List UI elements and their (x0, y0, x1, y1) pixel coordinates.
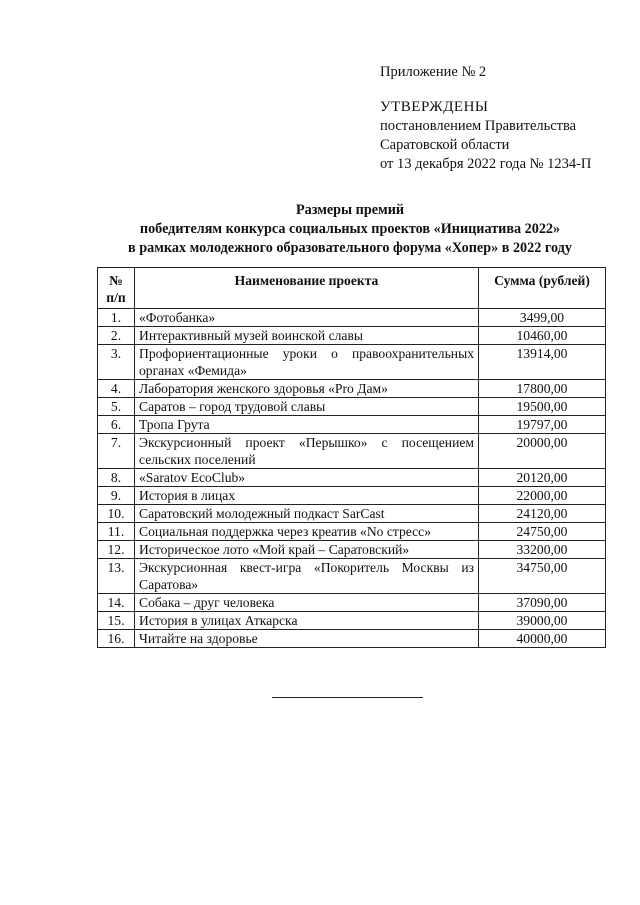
cell-num: 10. (98, 505, 135, 523)
cell-name: История в улицах Аткарска (135, 612, 479, 630)
cell-num: 14. (98, 594, 135, 612)
table-row (98, 505, 606, 523)
cell-name: «Фотобанка» (135, 309, 479, 327)
header-sum: Сумма (рублей) (479, 268, 606, 309)
cell-num: 13. (98, 559, 135, 594)
table-row (98, 630, 606, 648)
cell-num: 5. (98, 398, 135, 416)
table-row (98, 380, 606, 398)
cell-name: Собака – друг человека (135, 594, 479, 612)
cell-sum: 40000,00 (479, 630, 606, 648)
title-line: Размеры премий (295, 202, 405, 218)
cell-sum: 24120,00 (479, 505, 606, 523)
cell-name: Лаборатория женского здоровья «Pro Дам» (135, 380, 479, 398)
cell-sum: 24750,00 (479, 523, 606, 541)
cell-name: История в лицах (135, 487, 479, 505)
cell-name: Историческое лото «Мой край – Саратовский» (135, 541, 479, 559)
cell-sum: 17800,00 (479, 380, 606, 398)
cell-name: Экскурсионная квест-игра «Покоритель Москвы из Саратова» (135, 559, 479, 594)
approved-label: УТВЕРЖДЕНЫ (380, 99, 489, 115)
cell-num: 11. (98, 523, 135, 541)
cell-num: 15. (98, 612, 135, 630)
title-line: победителям конкурса социальных проектов «Инициатива 2022» (139, 221, 561, 237)
cell-sum: 10460,00 (479, 327, 606, 345)
table-row (98, 398, 606, 416)
table-row (98, 416, 606, 434)
cell-num: 1. (98, 309, 135, 327)
cell-num: 7. (98, 434, 135, 469)
cell-sum: 34750,00 (479, 559, 606, 594)
cell-name: Экскурсионный проект «Перышко» с посещением сельских поселений (135, 434, 479, 469)
approval-line: постановлением Правительства (380, 118, 577, 134)
header-num: № п/п (98, 268, 135, 309)
table-row (98, 594, 606, 612)
cell-sum: 33200,00 (479, 541, 606, 559)
cell-name: Саратов – город трудовой славы (135, 398, 479, 416)
cell-num: 4. (98, 380, 135, 398)
header-name: Наименование проекта (135, 268, 479, 309)
title-line: в рамках молодежного образовательного форума «Хопер» в 2022 году (128, 240, 572, 256)
annex-label: Приложение № 2 (380, 64, 487, 80)
cell-name: Профориентационные уроки о правоохранительных органах «Фемида» (135, 345, 479, 380)
cell-name: Саратовский молодежный подкаст SarCast (135, 505, 479, 523)
cell-num: 8. (98, 469, 135, 487)
cell-sum: 22000,00 (479, 487, 606, 505)
approval-line: от 13 декабря 2022 года № 1234-П (380, 156, 592, 172)
table-row (98, 469, 606, 487)
cell-name: Социальная поддержка через креатив «No стресс» (135, 523, 479, 541)
signature-line (272, 697, 423, 698)
cell-num: 3. (98, 345, 135, 380)
table-row (98, 309, 606, 327)
prizes-table (97, 267, 606, 648)
table-row (98, 523, 606, 541)
table-header-row (98, 268, 606, 309)
table-row (98, 345, 606, 380)
cell-num: 6. (98, 416, 135, 434)
cell-num: 12. (98, 541, 135, 559)
cell-num: 9. (98, 487, 135, 505)
approval-line: Саратовской области (380, 137, 510, 153)
cell-sum: 20000,00 (479, 434, 606, 469)
approval-header (380, 63, 591, 174)
cell-sum: 37090,00 (479, 594, 606, 612)
table-row (98, 434, 606, 469)
table-row (98, 327, 606, 345)
cell-sum: 3499,00 (479, 309, 606, 327)
table-row (98, 487, 606, 505)
table-row (98, 559, 606, 594)
document-title (90, 201, 610, 258)
table-row (98, 541, 606, 559)
cell-name: Тропа Грута (135, 416, 479, 434)
table-row (98, 612, 606, 630)
cell-name: Интерактивный музей воинской славы (135, 327, 479, 345)
cell-sum: 19500,00 (479, 398, 606, 416)
cell-sum: 39000,00 (479, 612, 606, 630)
cell-sum: 20120,00 (479, 469, 606, 487)
cell-name: Читайте на здоровье (135, 630, 479, 648)
cell-name: «Saratov EcoClub» (135, 469, 479, 487)
cell-num: 16. (98, 630, 135, 648)
cell-num: 2. (98, 327, 135, 345)
cell-sum: 19797,00 (479, 416, 606, 434)
cell-sum: 13914,00 (479, 345, 606, 380)
